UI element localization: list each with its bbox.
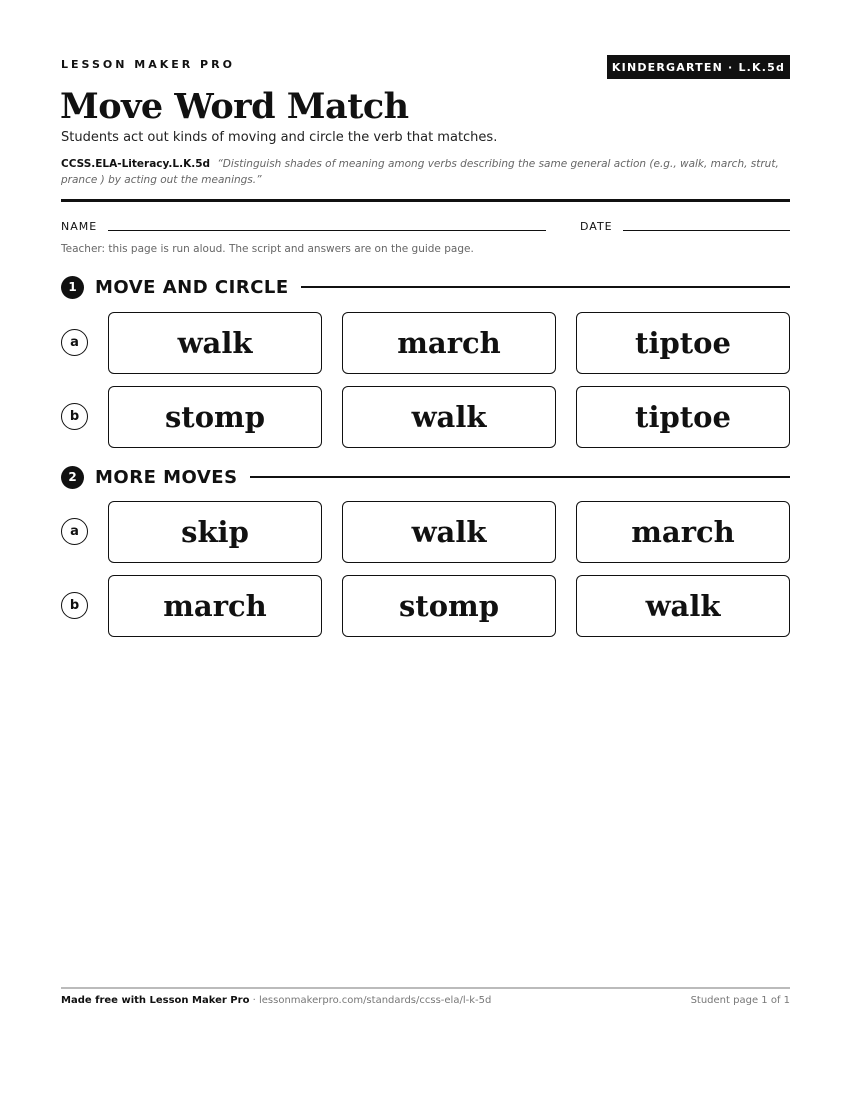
row-letter-a: a [61,329,88,356]
word-card[interactable]: march [108,575,322,637]
footer-divider [61,987,790,989]
word-card[interactable]: stomp [108,386,322,448]
section-divider [250,476,790,478]
row-letter-b: b [61,403,88,430]
word-card[interactable]: tiptoe [576,386,790,448]
teacher-note: Teacher: this page is run aloud. The script and answers are on the guide page. [61,243,474,255]
word-card[interactable]: walk [576,575,790,637]
date-field[interactable] [623,230,790,231]
section-number: 2 [61,466,84,489]
word-card[interactable]: walk [342,386,556,448]
row-letter-b: b [61,592,88,619]
footer-url[interactable]: · lessonmakerpro.com/standards/ccss-ela/l-k-5d [249,995,492,1006]
section-title: MOVE AND CIRCLE [95,276,289,298]
word-card[interactable]: tiptoe [576,312,790,374]
section-title: MORE MOVES [95,466,238,488]
footer-made-with: Made free with Lesson Maker Pro [61,995,250,1006]
name-field[interactable] [108,230,546,231]
footer-credit [61,995,491,1006]
word-card[interactable]: walk [342,501,556,563]
word-card[interactable]: walk [108,312,322,374]
word-card[interactable]: march [342,312,556,374]
page-subtitle: Students act out kinds of moving and circle the verb that matches. [61,130,498,145]
word-card[interactable]: skip [108,501,322,563]
section-2-header [61,465,790,489]
date-label: DATE [580,220,613,233]
brand-name: LESSON MAKER PRO [61,58,235,71]
section-divider [301,286,790,288]
standard-description [61,156,790,188]
grade-badge: KINDERGARTEN · L.K.5d [607,55,790,79]
page-title: Move Word Match [60,86,409,127]
row-letter-a: a [61,518,88,545]
footer-page-info: Student page 1 of 1 [690,995,790,1006]
word-card[interactable]: stomp [342,575,556,637]
standard-code: CCSS.ELA-Literacy.L.K.5d [61,158,211,170]
header-divider [61,199,790,202]
section-1-header [61,275,790,299]
section-number: 1 [61,276,84,299]
word-card[interactable]: march [576,501,790,563]
standard-text: “Distinguish shades of meaning among verbs describing the same general action (e.g., walk, march, strut, prance ) by acting out the meanings.” [61,158,779,186]
name-label: NAME [61,220,98,233]
